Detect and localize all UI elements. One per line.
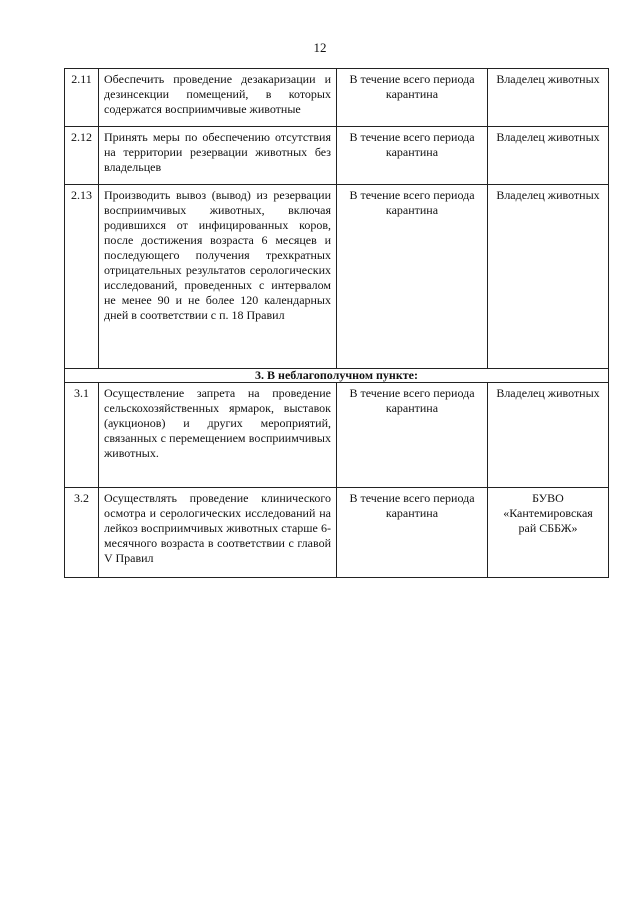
item-term: В течение всего периода карантина <box>337 185 488 369</box>
item-term: В течение всего периода карантина <box>337 69 488 127</box>
section-header: 3. В неблагополучном пункте: <box>65 369 609 383</box>
item-responsible: Владелец животных <box>488 383 609 488</box>
item-number: 2.13 <box>65 185 99 369</box>
table-row <box>65 69 609 127</box>
item-action: Производить вывоз (вывод) из резервации восприимчивых животных, включая родившихся от инфицированных коров, после достижения возраста 6 месяцев и последующего получения трехкратных отрицательных результатов серологических исследований, проведенных с интервалом не менее 90 и не более 120 календарных дней в соответствии с п. 18 Правил <box>99 185 337 369</box>
item-responsible: БУВО «Кантемировская рай СББЖ» <box>488 488 609 578</box>
item-action: Осуществлять проведение клинического осмотра и серологических исследований на лейкоз восприимчивых животных старше 6-месячного возраста в соответствии с главой V Правил <box>99 488 337 578</box>
section-header-row <box>65 369 609 383</box>
item-number: 2.12 <box>65 127 99 185</box>
table-row <box>65 383 609 488</box>
item-term: В течение всего периода карантина <box>337 383 488 488</box>
item-number: 2.11 <box>65 69 99 127</box>
item-responsible: Владелец животных <box>488 69 609 127</box>
page-number: 12 <box>313 40 327 55</box>
item-action: Принять меры по обеспечению отсутствия на территории резервации животных без владельцев <box>99 127 337 185</box>
item-responsible: Владелец животных <box>488 185 609 369</box>
item-number: 3.2 <box>65 488 99 578</box>
table-row <box>65 488 609 578</box>
item-term: В течение всего периода карантина <box>337 488 488 578</box>
measures-table <box>64 68 609 578</box>
item-action: Осуществление запрета на проведение сельскохозяйственных ярмарок, выставок (аукционов) и других мероприятий, связанных с перемещением восприимчивых животных. <box>99 383 337 488</box>
table-row <box>65 185 609 369</box>
item-responsible: Владелец животных <box>488 127 609 185</box>
item-number: 3.1 <box>65 383 99 488</box>
item-term: В течение всего периода карантина <box>337 127 488 185</box>
item-action: Обеспечить проведение дезакаризации и дезинсекции помещений, в которых содержатся восприимчивые животные <box>99 69 337 127</box>
table-row <box>65 127 609 185</box>
